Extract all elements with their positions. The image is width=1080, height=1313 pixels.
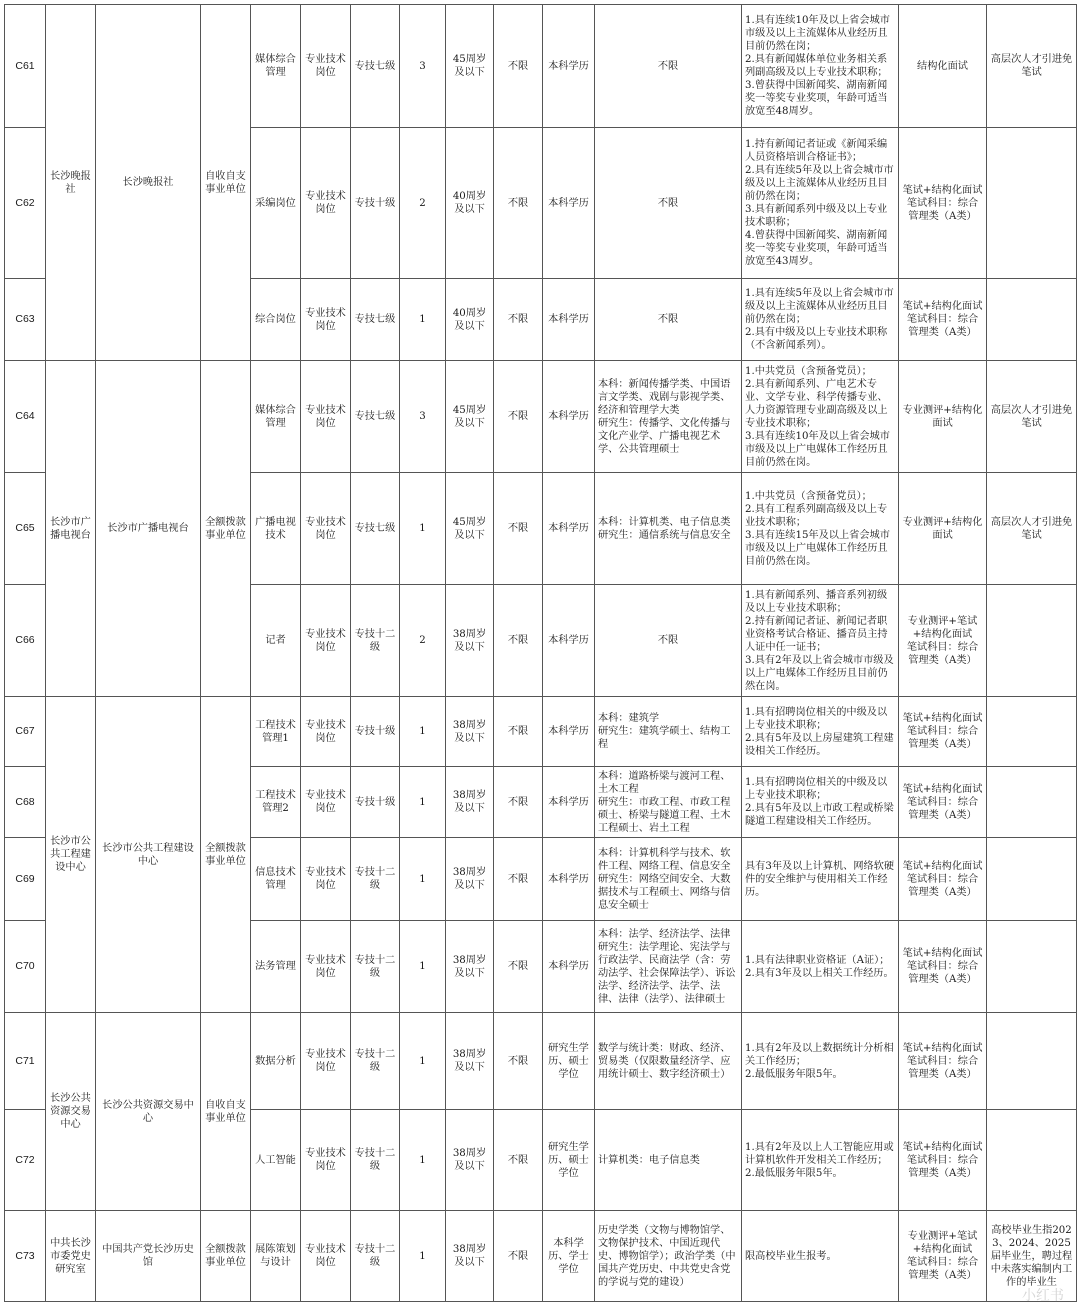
watermark: 小红书	[1022, 1288, 1064, 1304]
unit-type-cell: 全额拨款事业单位	[201, 361, 251, 697]
post-category-cell: 专业技术岗位	[301, 585, 351, 697]
post-level-cell: 专技七级	[351, 279, 400, 361]
post-name-cell: 法务管理	[251, 921, 301, 1013]
education-cell: 研究生学历、硕士学位	[543, 1110, 595, 1211]
remark-cell: 高层次人才引进免笔试	[987, 473, 1077, 585]
gender-cell: 不限	[494, 1211, 543, 1302]
education-cell: 本科学历	[543, 838, 595, 921]
post-level-cell: 专技七级	[351, 5, 400, 128]
table-row	[5, 1013, 1077, 1110]
major-cell: 不限	[595, 5, 742, 128]
unit-cell: 长沙市广播电视台	[96, 361, 201, 697]
exam-method-cell: 笔试+结构化面试 笔试科目：综合管理类（A类）	[899, 1110, 987, 1211]
gender-cell: 不限	[494, 838, 543, 921]
exam-method-cell: 笔试+结构化面试 笔试科目：综合管理类（A类）	[899, 767, 987, 838]
education-cell: 本科学历、学士学位	[543, 1211, 595, 1302]
major-cell: 数学与统计类：财政、经济、贸易类（仅限数量经济学、应用统计硕士、数字经济硕士）	[595, 1013, 742, 1110]
post-name-cell: 媒体综合管理	[251, 361, 301, 473]
department-cell: 长沙公共资源交易中心	[46, 1013, 96, 1211]
recruit-count-cell: 1	[400, 921, 446, 1013]
post-name-cell: 采编岗位	[251, 128, 301, 279]
post-category-cell: 专业技术岗位	[301, 1211, 351, 1302]
post-level-cell: 专技十级	[351, 767, 400, 838]
department-cell: 长沙市公共工程建设中心	[46, 697, 96, 1013]
recruit-count-cell: 2	[400, 585, 446, 697]
gender-cell: 不限	[494, 1013, 543, 1110]
major-cell: 不限	[595, 128, 742, 279]
age-cell: 45周岁及以下	[446, 5, 494, 128]
department-cell: 长沙市广播电视台	[46, 361, 96, 697]
education-cell: 本科学历	[543, 697, 595, 767]
post-level-cell: 专技十二级	[351, 1013, 400, 1110]
requirements-cell: 1.具有法律职业资格证（A证）；2.具有3年及以上相关工作经历。	[742, 921, 899, 1013]
post-code-cell: C73	[5, 1211, 46, 1302]
recruit-count-cell: 1	[400, 473, 446, 585]
exam-method-cell: 笔试+结构化面试 笔试科目：综合管理类（A类）	[899, 697, 987, 767]
requirements-cell: 1.中共党员（含预备党员）； 2.具有工程系列副高级及以上专业技术职称； 3.具有连续15年及以上省会城市市级及以上广电媒体工作经历且目前仍然在岗。	[742, 473, 899, 585]
major-cell: 计算机类：电子信息类	[595, 1110, 742, 1211]
requirements-cell: 1.具有连续10年及以上省会城市市级及以上主流媒体从业经历且目前仍然在岗； 2.具有新闻媒体单位业务相关系列副高级及以上专业技术职称； 3.曾获得中国新闻奖、湖南新闻奖一等奖专业奖项，年龄可适当放宽至48周岁。	[742, 5, 899, 128]
exam-method-cell: 结构化面试	[899, 5, 987, 128]
major-cell: 不限	[595, 279, 742, 361]
requirements-cell: 1.具有连续5年及以上省会城市市级及以上主流媒体从业经历且目前仍然在岗； 2.具有中级及以上专业技术职称（不含新闻系列）。	[742, 279, 899, 361]
post-name-cell: 媒体综合管理	[251, 5, 301, 128]
gender-cell: 不限	[494, 921, 543, 1013]
major-cell: 不限	[595, 585, 742, 697]
recruit-count-cell: 2	[400, 128, 446, 279]
remark-cell	[987, 767, 1077, 838]
post-code-cell: C69	[5, 838, 46, 921]
major-cell: 本科：计算机类、电子信息类 研究生：通信系统与信息安全	[595, 473, 742, 585]
remark-cell	[987, 697, 1077, 767]
post-code-cell: C68	[5, 767, 46, 838]
post-category-cell: 专业技术岗位	[301, 838, 351, 921]
remark-cell	[987, 585, 1077, 697]
unit-type-cell: 全额拨款事业单位	[201, 1211, 251, 1302]
table-row	[5, 5, 1077, 128]
remark-cell	[987, 128, 1077, 279]
exam-method-cell: 专业测评+结构化面试	[899, 361, 987, 473]
post-level-cell: 专技十级	[351, 697, 400, 767]
education-cell: 本科学历	[543, 767, 595, 838]
post-category-cell: 专业技术岗位	[301, 473, 351, 585]
post-level-cell: 专技十二级	[351, 921, 400, 1013]
major-cell: 历史学类（文物与博物馆学、文物保护技术、中国近现代史、博物馆学）；政治学类（中国共产党历史、中共党史含党的学说与党的建设）	[595, 1211, 742, 1302]
post-name-cell: 展陈策划与设计	[251, 1211, 301, 1302]
post-level-cell: 专技七级	[351, 473, 400, 585]
department-cell: 长沙晚报社	[46, 5, 96, 361]
remark-cell: 高层次人才引进免笔试	[987, 361, 1077, 473]
gender-cell: 不限	[494, 128, 543, 279]
post-name-cell: 工程技术管理1	[251, 697, 301, 767]
recruit-count-cell: 1	[400, 697, 446, 767]
unit-type-cell: 全额拨款事业单位	[201, 697, 251, 1013]
department-cell: 中共长沙市委党史研究室	[46, 1211, 96, 1302]
remark-cell	[987, 1013, 1077, 1110]
gender-cell: 不限	[494, 473, 543, 585]
exam-method-cell: 专业测评+结构化面试	[899, 473, 987, 585]
unit-cell: 长沙晚报社	[96, 5, 201, 361]
requirements-cell: 1.具有2年及以上人工智能应用或计算机软件开发相关工作经历； 2.最低服务年限5年。	[742, 1110, 899, 1211]
age-cell: 38周岁及以下	[446, 697, 494, 767]
post-name-cell: 综合岗位	[251, 279, 301, 361]
table-row	[5, 361, 1077, 473]
remark-cell	[987, 279, 1077, 361]
post-code-cell: C72	[5, 1110, 46, 1211]
requirements-cell: 限高校毕业生报考。	[742, 1211, 899, 1302]
post-category-cell: 专业技术岗位	[301, 128, 351, 279]
major-cell: 本科：道路桥梁与渡河工程、土木工程 研究生：市政工程、市政工程硕士、桥梁与隧道工程、土木工程硕士、岩土工程	[595, 767, 742, 838]
table-row	[5, 1211, 1077, 1302]
age-cell: 45周岁及以下	[446, 361, 494, 473]
education-cell: 本科学历	[543, 279, 595, 361]
exam-method-cell: 笔试+结构化面试 笔试科目：综合管理类（A类）	[899, 1013, 987, 1110]
requirements-cell: 1.具有招聘岗位相关的中级及以上专业技术职称； 2.具有5年及以上房屋建筑工程建设相关工作经历。	[742, 697, 899, 767]
recruit-count-cell: 1	[400, 1211, 446, 1302]
post-category-cell: 专业技术岗位	[301, 361, 351, 473]
table-row	[5, 697, 1077, 767]
remark-cell: 高校毕业生指2023、2024、2025届毕业生，聘过程中未落实编制内工作的毕业生	[987, 1211, 1077, 1302]
gender-cell: 不限	[494, 279, 543, 361]
recruit-count-cell: 1	[400, 279, 446, 361]
post-category-cell: 专业技术岗位	[301, 921, 351, 1013]
requirements-cell: 1.具有招聘岗位相关的中级及以上专业技术职称； 2.具有5年及以上市政工程或桥梁隧道工程建设相关工作经历。	[742, 767, 899, 838]
education-cell: 本科学历	[543, 921, 595, 1013]
recruit-count-cell: 1	[400, 838, 446, 921]
post-name-cell: 信息技术管理	[251, 838, 301, 921]
gender-cell: 不限	[494, 767, 543, 838]
recruit-count-cell: 1	[400, 767, 446, 838]
post-level-cell: 专技七级	[351, 361, 400, 473]
age-cell: 45周岁及以下	[446, 473, 494, 585]
post-name-cell: 记者	[251, 585, 301, 697]
gender-cell: 不限	[494, 697, 543, 767]
age-cell: 38周岁及以下	[446, 767, 494, 838]
major-cell: 本科：计算机科学与技术、软件工程、网络工程、信息安全 研究生：网络空间安全、大数据技术与工程硕士、网络与信息安全硕士	[595, 838, 742, 921]
post-name-cell: 人工智能	[251, 1110, 301, 1211]
major-cell: 本科：建筑学 研究生：建筑学硕士、结构工程	[595, 697, 742, 767]
education-cell: 本科学历	[543, 5, 595, 128]
unit-type-cell: 自收自支事业单位	[201, 5, 251, 361]
gender-cell: 不限	[494, 361, 543, 473]
post-category-cell: 专业技术岗位	[301, 697, 351, 767]
requirements-cell: 具有3年及以上计算机、网络软硬件的安全维护与使用相关工作经历。	[742, 838, 899, 921]
post-code-cell: C70	[5, 921, 46, 1013]
recruit-count-cell: 3	[400, 361, 446, 473]
requirements-cell: 1.中共党员（含预备党员）； 2.具有新闻系列、广电艺术专业、文学专业、科学传播专业、人力资源管理专业副高级及以上专业技术职称； 3.具有连续10年及以上省会城市市级及以上广电媒体工作经历且目前仍然在岗。	[742, 361, 899, 473]
requirements-cell: 1.具有2年及以上数据统计分析相关工作经历； 2.最低服务年限5年。	[742, 1013, 899, 1110]
unit-cell: 长沙市公共工程建设中心	[96, 697, 201, 1013]
unit-type-cell: 自收自支事业单位	[201, 1013, 251, 1211]
unit-cell: 长沙公共资源交易中心	[96, 1013, 201, 1211]
post-code-cell: C64	[5, 361, 46, 473]
remark-cell	[987, 921, 1077, 1013]
post-category-cell: 专业技术岗位	[301, 767, 351, 838]
education-cell: 本科学历	[543, 585, 595, 697]
post-level-cell: 专技十二级	[351, 838, 400, 921]
post-code-cell: C71	[5, 1013, 46, 1110]
major-cell: 本科：法学、经济法学、法律 研究生：法学理论、宪法学与行政法学、民商法学（含：劳动法学、社会保障法学）、诉讼法学、经济法学、法学、法律、法律（法学）、法律硕士	[595, 921, 742, 1013]
education-cell: 本科学历	[543, 361, 595, 473]
post-category-cell: 专业技术岗位	[301, 1013, 351, 1110]
post-category-cell: 专业技术岗位	[301, 1110, 351, 1211]
post-code-cell: C62	[5, 128, 46, 279]
exam-method-cell: 笔试+结构化面试 笔试科目：综合管理类（A类）	[899, 921, 987, 1013]
exam-method-cell: 专业测评+笔试+结构化面试 笔试科目：综合管理类（A类）	[899, 585, 987, 697]
gender-cell: 不限	[494, 5, 543, 128]
post-code-cell: C61	[5, 5, 46, 128]
age-cell: 38周岁及以下	[446, 585, 494, 697]
exam-method-cell: 专业测评+笔试+结构化面试 笔试科目：综合管理类（A类）	[899, 1211, 987, 1302]
recruitment-table	[4, 4, 1077, 1302]
recruit-count-cell: 1	[400, 1110, 446, 1211]
exam-method-cell: 笔试+结构化面试 笔试科目：综合管理类（A类）	[899, 279, 987, 361]
post-level-cell: 专技十二级	[351, 585, 400, 697]
remark-cell	[987, 838, 1077, 921]
education-cell: 本科学历	[543, 128, 595, 279]
post-code-cell: C66	[5, 585, 46, 697]
requirements-cell: 1.具有新闻系列、播音系列初级及以上专业技术职称； 2.持有新闻记者证、新闻记者职业资格考试合格证、播音员主持人证中任一证书； 3.具有2年及以上省会城市市级及以上广电媒体工作经历且目前仍然在岗。	[742, 585, 899, 697]
age-cell: 38周岁及以下	[446, 1013, 494, 1110]
post-name-cell: 数据分析	[251, 1013, 301, 1110]
remark-cell	[987, 1110, 1077, 1211]
age-cell: 40周岁及以下	[446, 279, 494, 361]
post-category-cell: 专业技术岗位	[301, 279, 351, 361]
gender-cell: 不限	[494, 1110, 543, 1211]
post-code-cell: C63	[5, 279, 46, 361]
post-level-cell: 专技十级	[351, 128, 400, 279]
requirements-cell: 1.持有新闻记者证或《新闻采编人员资格培训合格证书》； 2.具有连续5年及以上省会城市市级及以上主流媒体从业经历且目前仍然在岗； 3.具有新闻系列中级及以上专业技术职称； 4.曾获得中国新闻奖、湖南新闻奖一等奖专业奖项，年龄可适当放宽至43周岁。	[742, 128, 899, 279]
exam-method-cell: 笔试+结构化面试 笔试科目：综合管理类（A类）	[899, 128, 987, 279]
age-cell: 38周岁及以下	[446, 838, 494, 921]
recruit-count-cell: 3	[400, 5, 446, 128]
post-code-cell: C67	[5, 697, 46, 767]
post-category-cell: 专业技术岗位	[301, 5, 351, 128]
post-name-cell: 工程技术管理2	[251, 767, 301, 838]
major-cell: 本科：新闻传播学类、中国语言文学类、戏剧与影视学类、经济和管理学大类 研究生：传播学、文化传播与文化产业学、广播电视艺术学、公共管理硕士	[595, 361, 742, 473]
exam-method-cell: 笔试+结构化面试 笔试科目：综合管理类（A类）	[899, 838, 987, 921]
post-level-cell: 专技十二级	[351, 1211, 400, 1302]
post-code-cell: C65	[5, 473, 46, 585]
gender-cell: 不限	[494, 585, 543, 697]
education-cell: 研究生学历、硕士学位	[543, 1013, 595, 1110]
age-cell: 38周岁及以下	[446, 1211, 494, 1302]
post-level-cell: 专技十二级	[351, 1110, 400, 1211]
age-cell: 38周岁及以下	[446, 1110, 494, 1211]
age-cell: 40周岁及以下	[446, 128, 494, 279]
recruit-count-cell: 1	[400, 1013, 446, 1110]
post-name-cell: 广播电视技术	[251, 473, 301, 585]
unit-cell: 中国共产党长沙历史馆	[96, 1211, 201, 1302]
education-cell: 本科学历	[543, 473, 595, 585]
age-cell: 38周岁及以下	[446, 921, 494, 1013]
remark-cell: 高层次人才引进免笔试	[987, 5, 1077, 128]
